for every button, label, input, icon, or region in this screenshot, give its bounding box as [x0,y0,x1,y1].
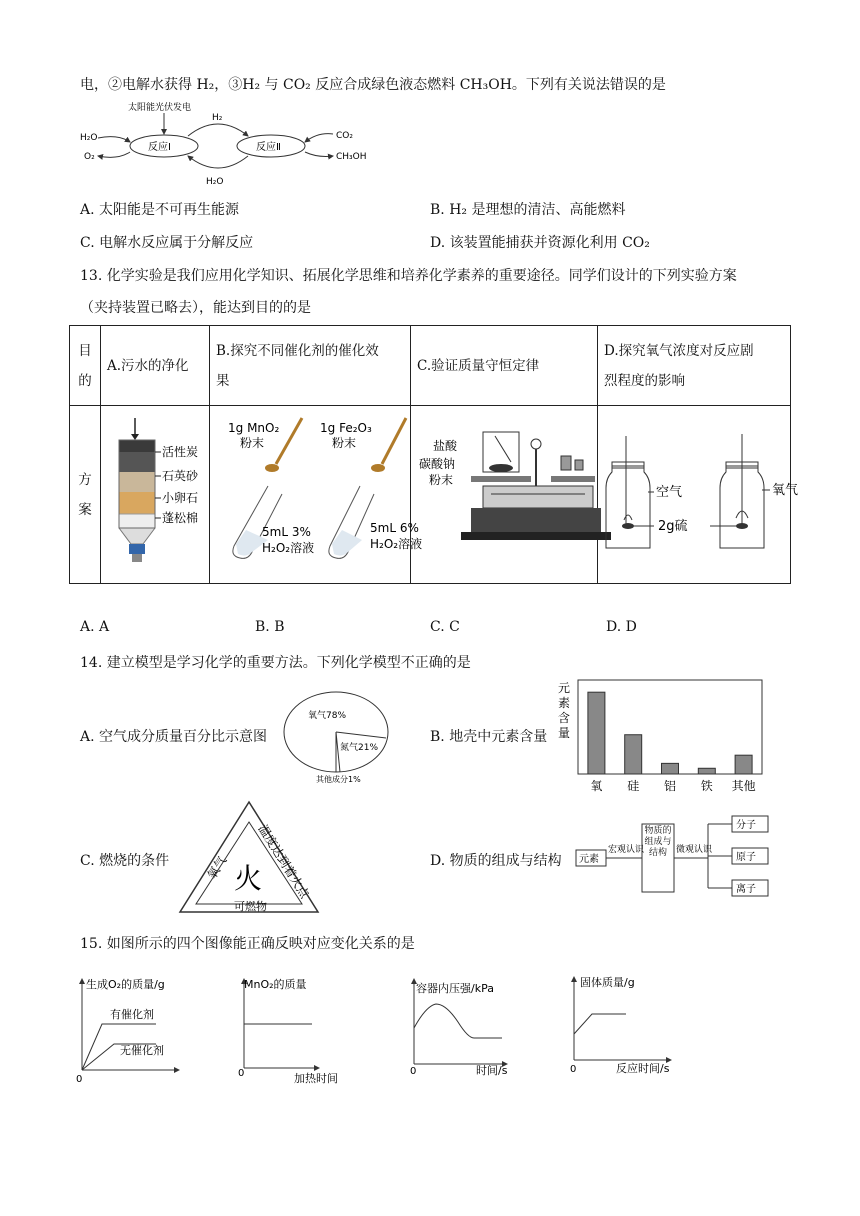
graph-1-ylabel: 生成O₂的质量/g [86,978,165,991]
fuel-label: 可燃物 [234,900,267,913]
q14-option-c[interactable]: C. 燃烧的条件 [80,853,170,869]
air-pie-chart [282,688,392,784]
element-box: 元素 [579,854,599,865]
pie-label-2: 氮气21% [340,743,379,753]
label-activated-carbon: 活性炭 [162,445,199,459]
co2-in-label: CO₂ [336,131,353,141]
graph-1-series-2: 无催化剂 [120,1044,164,1057]
reaction-1-label: 反应Ⅰ [148,142,171,153]
label-air: 空气 [656,485,683,500]
label-fe2o3: 1g Fe₂O₃ [320,421,372,435]
plan-b-cell [210,406,423,584]
q14-option-b[interactable]: B. 地壳中元素含量 [430,729,548,745]
category-label-1: 硅 [627,779,640,793]
purpose-c: C.验证质量守恒定律 [411,326,598,406]
graph-4 [566,972,678,1084]
sulfur-combustion-figure [598,406,799,572]
purpose-b [210,326,411,406]
q13-option-d[interactable]: D. D [606,619,637,635]
h2o-bottom-label: H₂O [206,177,224,187]
label-pebbles: 小卵石 [162,491,199,505]
plan-a-cell [101,406,210,584]
graph-2-ylabel: MnO₂的质量 [244,978,307,991]
pie-label-1: 氧气78% [308,711,347,721]
ch3oh-label: CH₃OH [336,152,367,162]
header-plan-1: 方 [78,471,92,488]
label-cotton: 蓬松棉 [162,511,199,525]
graph-2-origin: 0 [238,1068,245,1079]
bar-3 [698,768,715,774]
micro-label: 微观认识 [676,845,713,855]
atom-box: 原子 [736,852,756,863]
q12-option-c[interactable]: C. 电解水反应属于分解反应 [80,235,254,251]
graph-3 [406,972,516,1084]
catalyst-figure [210,406,423,572]
category-label-0: 氧 [590,779,603,793]
temperature-label: 温度达到着火点 [255,822,312,901]
header-plan-2: 案 [78,501,92,518]
graph-1-origin: 0 [76,1074,83,1085]
q15-stem: 15. 如图所示的四个图像能正确反映对应变化关系的是 [80,936,415,952]
graph-4-origin: 0 [570,1064,577,1075]
label-powder: 粉末 [429,473,454,487]
label-3pct: 5mL 3% [262,525,311,539]
q13-option-c[interactable]: C. C [430,619,460,635]
graph-3-ylabel: 容器内压强/kPa [416,982,494,995]
purpose-d [598,326,791,406]
q13-experiment-table [69,325,799,584]
label-na2co3: 碳酸钠 [419,457,456,471]
q14-option-d[interactable]: D. 物质的组成与结构 [430,853,562,869]
ion-box: 离子 [736,884,756,895]
graph-2-xlabel: 加热时间 [294,1072,338,1085]
ylabel-char-1: 素 [558,696,571,710]
q12-option-b[interactable]: B. H₂ 是理想的清洁、高能燃料 [430,202,626,218]
ylabel-char-0: 元 [558,681,571,695]
reaction-2-label: 反应Ⅱ [256,142,281,153]
q14-stem: 14. 建立模型是学习化学的重要方法。下列化学模型不正确的是 [80,655,471,671]
category-label-3: 铁 [700,779,713,793]
bar-4 [735,755,752,774]
label-powder-2: 粉末 [332,436,357,450]
label-sulfur: 2g硫 [658,519,688,534]
matter-structure-diagram [574,816,774,902]
q13-option-b[interactable]: B. B [255,619,285,635]
label-h2o2-1: H₂O₂溶液 [262,541,315,555]
bar-1 [625,735,642,774]
purpose-d-2: 烈程度的影响 [604,372,685,389]
label-mno2: 1g MnO₂ [228,421,280,435]
q13-stem-line1: 13. 化学实验是我们应用化学知识、拓展化学思维和培养化学素养的重要途径。同学们设计的下列实验方案 [80,268,737,284]
graph-4-ylabel: 固体质量/g [580,976,635,989]
ylabel-char-3: 量 [558,726,571,740]
purpose-d-1: D.探究氧气浓度对反应剧 [604,342,754,359]
q13-stem-line2: （夹持装置已略去），能达到目的的是 [80,300,311,316]
label-quartz-sand: 石英砂 [162,469,199,483]
header-purpose [70,326,101,406]
category-label-2: 铝 [663,779,677,793]
graph-2 [236,972,356,1088]
bar-2 [662,763,679,774]
water-filter-figure [101,406,209,572]
q13-option-a[interactable]: A. A [80,619,110,635]
q14-option-a[interactable]: A. 空气成分质量百分比示意图 [80,729,268,745]
graph-1-series-1: 有催化剂 [110,1008,154,1021]
category-label-4: 其他 [731,779,756,793]
q12-option-a[interactable]: A. 太阳能是不可再生能源 [80,202,240,218]
q12-cycle-diagram [78,98,398,188]
header-purpose-1: 目 [78,342,92,359]
chart-frame [578,680,762,774]
oxygen-label: 氧气 [204,853,230,882]
o2-out-label: O₂ [84,152,95,162]
q12-stem: 电，②电解水获得 H₂，③H₂ 与 CO₂ 反应合成绿色液态燃料 CH₃OH。下列有关说法错误的是 [80,77,666,93]
label-h2o2-2: H₂O₂溶液 [370,537,423,551]
crust-element-bar-chart [556,678,768,796]
label-oxygen: 氧气 [772,483,799,498]
molecule-box: 分子 [736,820,756,831]
label-6pct: 5mL 6% [370,521,419,535]
fire-center: 火 [234,862,263,895]
h2o-in-label: H₂O [80,133,98,143]
header-purpose-2: 的 [78,372,92,389]
purpose-a: A.污水的净化 [101,326,210,406]
balance-figure [411,406,597,572]
center-box: 物质的组成与结构 [644,826,672,858]
pie-label-3: 其他成分1% [316,775,361,784]
chart-ylabel [558,681,570,740]
macro-label: 宏观认识 [608,845,645,855]
graph-3-origin: 0 [410,1066,417,1077]
header-plan [70,406,101,584]
ylabel-char-2: 含 [558,711,571,725]
graph-4-xlabel: 反应时间/s [616,1062,670,1075]
bar-0 [588,692,605,774]
solar-label: 太阳能光伏发电 [128,103,192,113]
graph-1 [74,972,184,1084]
label-powder-1: 粉末 [240,436,265,450]
label-hcl: 盐酸 [433,439,458,453]
graph-3-xlabel: 时间/s [476,1064,508,1077]
h2-label: H₂ [212,113,223,123]
plan-d-cell [598,406,799,584]
fire-triangle [176,798,322,916]
plan-c-cell [411,406,598,584]
purpose-b-1: B.探究不同催化剂的催化效 [216,342,379,359]
q12-option-d[interactable]: D. 该装置能捕获并资源化利用 CO₂ [430,235,650,251]
purpose-b-2: 果 [216,372,230,389]
